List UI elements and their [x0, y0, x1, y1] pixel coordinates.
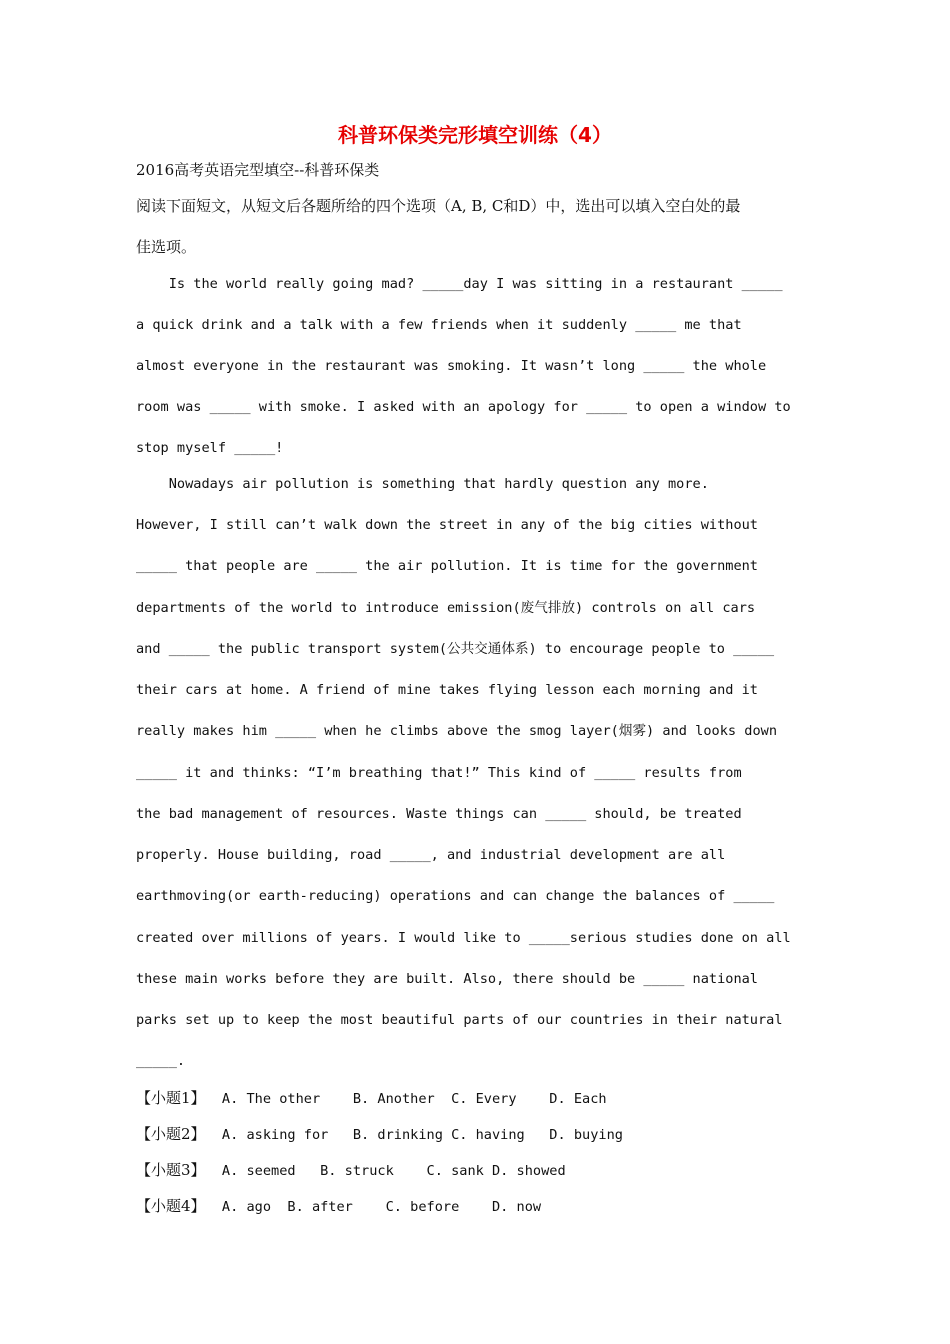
document-title: 科普环保类完形填空训练（4） — [338, 123, 612, 147]
question-item — [136, 1159, 566, 1182]
question-number: 【小题1】 — [136, 1089, 206, 1107]
passage-line: the bad management of resources. Waste things can _____ should, be treated — [136, 806, 742, 822]
passage-line: almost everyone in the restaurant was smoking. It wasn’t long _____ the whole — [136, 358, 767, 374]
question-options: A. The other B. Another C. Every D. Each — [205, 1091, 607, 1107]
passage-line: really makes him _____ when he climbs above the smog layer(烟雾) and looks down — [136, 723, 777, 739]
passage-line: _____. — [136, 1053, 186, 1069]
question-item — [136, 1087, 607, 1110]
passage-line: stop myself _____! — [136, 440, 284, 456]
passage-line: and _____ the public transport system(公共交通体系) to encourage people to _____ — [136, 641, 775, 657]
passage-line: their cars at home. A friend of mine takes flying lesson each morning and it — [136, 682, 758, 698]
passage-line: created over millions of years. I would like to _____serious studies done on all — [136, 930, 791, 946]
question-options: A. seemed B. struck C. sank D. showed — [205, 1163, 566, 1179]
passage-line: room was _____ with smoke. I asked with an apology for _____ to open a window to — [136, 399, 791, 415]
passage-line: Is the world really going mad? _____day I was sitting in a restaurant _____ — [136, 276, 783, 292]
instruction-line-1: 阅读下面短文，从短文后各题所给的四个选项（A, B, C和D）中，选出可以填入空白处的最 — [136, 197, 741, 215]
passage-line: _____ that people are _____ the air pollution. It is time for the government — [136, 558, 758, 574]
question-item — [136, 1195, 541, 1218]
passage-line: _____ it and thinks: “I’m breathing that!” This kind of _____ results from — [136, 765, 742, 781]
question-options: A. ago B. after C. before D. now — [205, 1199, 542, 1215]
document-subtitle: 2016高考英语完型填空--科普环保类 — [136, 161, 380, 179]
passage-line: parks set up to keep the most beautiful parts of our countries in their natural — [136, 1012, 783, 1028]
instruction-line-2: 佳选项。 — [136, 238, 197, 256]
question-options: A. asking for B. drinking C. having D. buying — [205, 1127, 623, 1143]
question-item — [136, 1123, 623, 1146]
passage-line: However, I still can’t walk down the street in any of the big cities without — [136, 517, 758, 533]
question-number: 【小题2】 — [136, 1125, 206, 1143]
passage-line: earthmoving(or earth-reducing) operations and can change the balances of _____ — [136, 888, 775, 904]
question-number: 【小题3】 — [136, 1161, 206, 1179]
passage-line: a quick drink and a talk with a few friends when it suddenly _____ me that — [136, 317, 742, 333]
passage-line: these main works before they are built. Also, there should be _____ national — [136, 971, 758, 987]
passage-line: Nowadays air pollution is something that hardly question any more. — [136, 476, 709, 492]
passage-line: properly. House building, road _____, and industrial development are all — [136, 847, 726, 863]
question-number: 【小题4】 — [136, 1197, 206, 1215]
passage-line: departments of the world to introduce emission(废气排放) controls on all cars — [136, 600, 756, 616]
